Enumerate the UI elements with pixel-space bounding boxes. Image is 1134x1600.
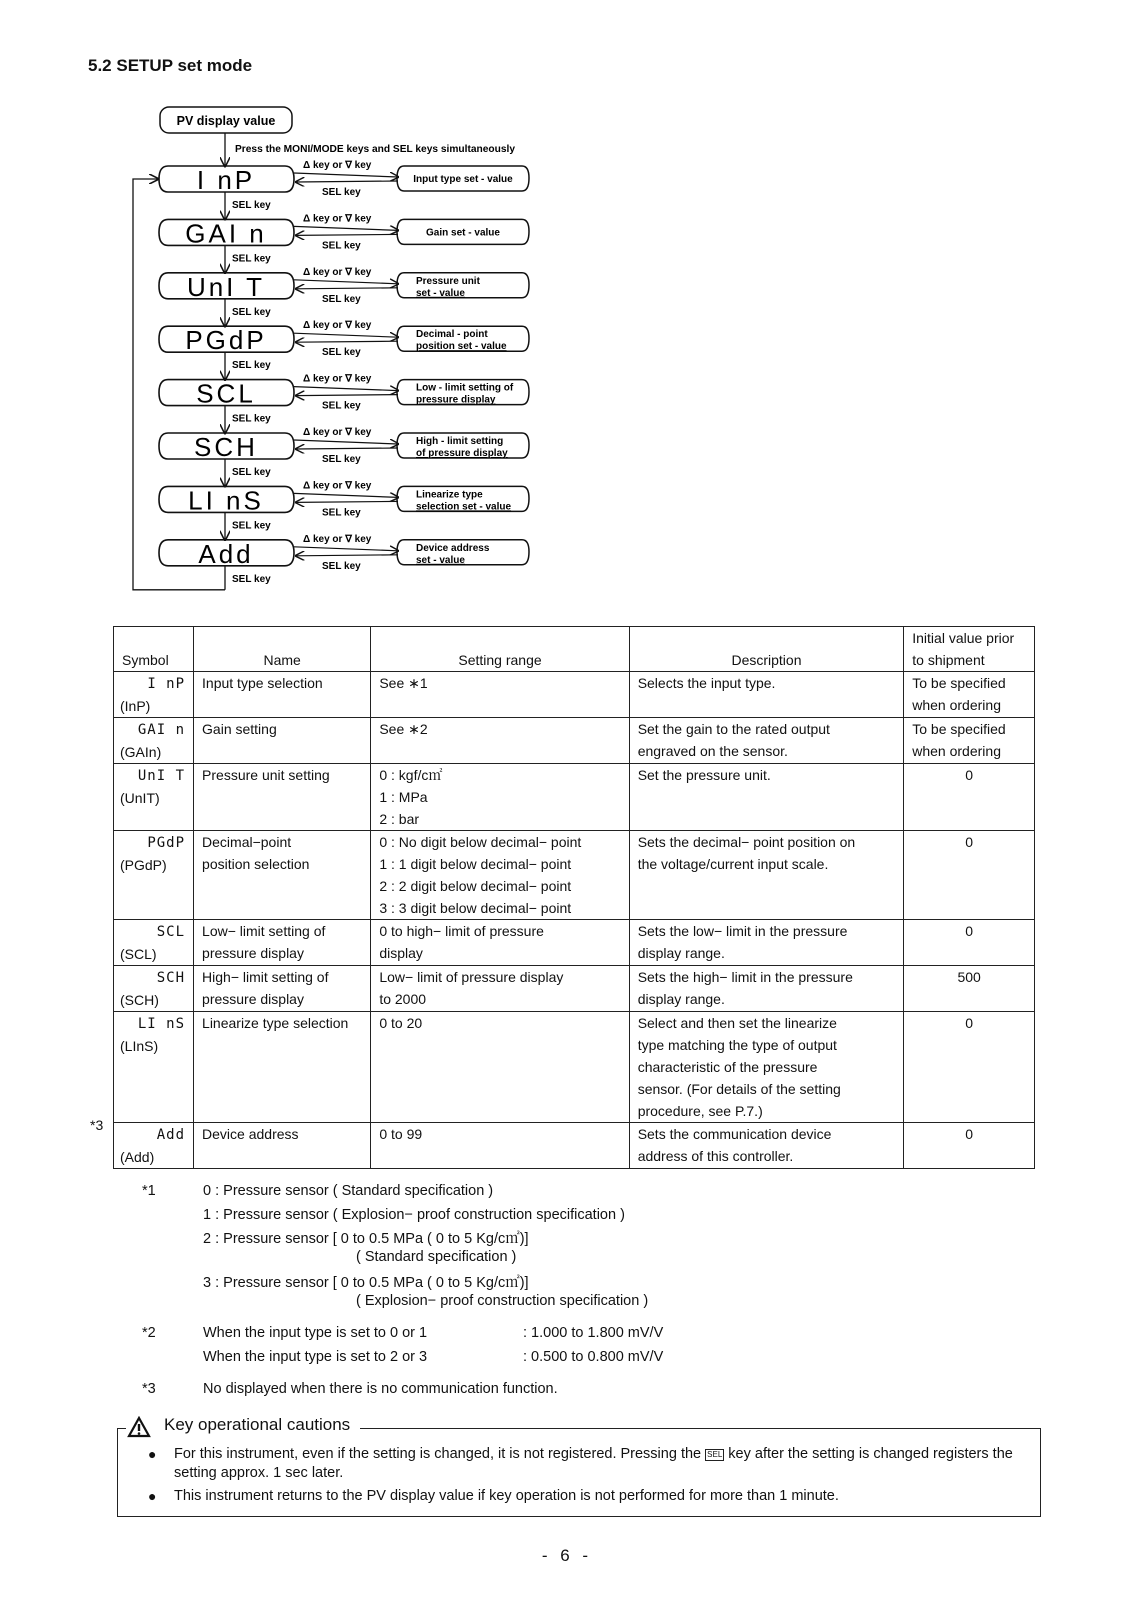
- sel-key-label: SEL key: [322, 293, 361, 305]
- header-initial-line2: to shipment: [912, 652, 985, 668]
- cell-line: 0 to 99: [379, 1126, 423, 1142]
- to-value-arrow: [294, 493, 398, 497]
- setup-parameter-table: [113, 626, 1035, 1169]
- segment-symbol: GAI n: [137, 722, 186, 738]
- footnotes: [142, 1181, 663, 1405]
- cell-line: engraved on the sensor.: [637, 743, 788, 759]
- header-symbol: Symbol: [114, 627, 194, 672]
- up-down-key-label: Δ key or ∇ key: [303, 213, 372, 225]
- footnote-1: [142, 1181, 663, 1311]
- range-cell: [371, 831, 629, 920]
- back-arrow: [296, 234, 398, 235]
- sel-key-label: SEL key: [232, 520, 271, 532]
- cell-line: High− limit setting of: [202, 969, 329, 985]
- range-cell: [371, 966, 629, 1012]
- cell-line: the voltage/current input scale.: [637, 856, 829, 872]
- to-value-arrow: [294, 387, 398, 391]
- header-initial-value: [904, 627, 1035, 672]
- footnote-1-line: ( Explosion− proof construction specification ): [356, 1293, 649, 1309]
- header-name: Name: [194, 627, 371, 672]
- symbol-cell: [114, 1012, 194, 1123]
- table-header-row: [114, 627, 1035, 672]
- to-value-arrow: [294, 226, 398, 230]
- value-label: of pressure display: [416, 448, 508, 459]
- sel-key-label: SEL key: [322, 454, 361, 465]
- cell-line: 0 : No digit below decimal− point: [379, 834, 582, 850]
- table-row: [114, 672, 1035, 718]
- cell-line: 0: [965, 1015, 974, 1031]
- display-symbol: SCL: [196, 378, 256, 409]
- initial-value-cell: [904, 1012, 1035, 1123]
- cell-line: Linearize type selection: [202, 1015, 349, 1031]
- description-cell: [629, 966, 904, 1012]
- segment-symbol: UnI T: [137, 768, 186, 784]
- cell-line: 0 : kgf/c㎡: [379, 767, 443, 783]
- sel-key-label: SEL key: [232, 467, 271, 478]
- cell-line: To be specified: [912, 675, 1006, 691]
- symbol-cell: [114, 831, 194, 920]
- display-symbol: I nP: [196, 165, 256, 195]
- initial-value-cell: [904, 1123, 1035, 1169]
- back-arrow: [296, 395, 398, 396]
- value-label: set - value: [416, 287, 465, 299]
- up-down-key-label: Δ key or ∇ key: [303, 427, 372, 438]
- flow-step: [159, 267, 529, 326]
- value-label: position set - value: [416, 341, 507, 353]
- value-label: Low - limit setting of: [416, 382, 514, 394]
- range-cell: [371, 920, 629, 966]
- cell-line: Sets the decimal− point position on: [637, 834, 856, 850]
- setup-flow-diagram: [0, 0, 1134, 610]
- flow-step: [159, 480, 529, 539]
- description-cell: [629, 920, 904, 966]
- display-symbol: PGdP: [185, 325, 267, 356]
- pv-display-text: PV display value: [176, 114, 276, 128]
- symbol-cell: [114, 718, 194, 764]
- display-symbol: Add: [198, 538, 254, 569]
- back-arrow: [296, 181, 398, 182]
- footnote-1-line: 1 : Pressure sensor ( Explosion− proof construction specification ): [203, 1207, 625, 1223]
- sel-key-label: SEL key: [232, 253, 271, 265]
- name-cell: [194, 764, 371, 831]
- up-down-key-label: Δ key or ∇ key: [303, 320, 372, 332]
- footnote-2-row: [203, 1347, 663, 1367]
- cell-line: 500: [957, 969, 981, 985]
- section-title: 5.2 SETUP set mode: [88, 56, 253, 75]
- sel-key-label: SEL key: [232, 306, 271, 318]
- sel-key-label: SEL key: [322, 507, 361, 519]
- footnote-2-mark: *2: [142, 1325, 156, 1341]
- display-symbol: UnI T: [186, 271, 266, 302]
- cell-line: position selection: [202, 856, 310, 872]
- name-cell: [194, 1012, 371, 1123]
- sel-key-label: SEL key: [322, 560, 361, 572]
- symbol-cell: [114, 764, 194, 831]
- cautions-title-text: Key operational cautions: [164, 1415, 351, 1434]
- value-label: Linearize type: [416, 489, 483, 501]
- name-cell: [194, 1123, 371, 1169]
- to-value-arrow: [294, 547, 398, 551]
- sel-key-label: SEL key: [232, 200, 271, 211]
- up-down-key-label: Δ key or ∇ key: [303, 266, 372, 278]
- footnote-2-value: : 1.000 to 1.800 mV/V: [523, 1325, 664, 1341]
- cell-line: when ordering: [912, 697, 1001, 713]
- cell-line: See ∗2: [379, 721, 428, 737]
- segment-symbol: SCH: [156, 970, 186, 986]
- initial-value-cell: [904, 966, 1035, 1012]
- footnote-2: [142, 1323, 663, 1367]
- footnote-3-mark: *3: [142, 1381, 156, 1397]
- to-value-arrow: [294, 280, 398, 284]
- flow-step: [159, 427, 529, 486]
- back-arrow: [296, 555, 398, 556]
- description-cell: [629, 764, 904, 831]
- symbol-code: (SCL): [120, 946, 157, 962]
- cautions-title: [126, 1415, 360, 1435]
- description-cell: [629, 831, 904, 920]
- footnote-2-condition: When the input type is set to 0 or 1: [203, 1325, 428, 1341]
- flow-step: [159, 213, 529, 272]
- row-footnote-mark: *3: [90, 1117, 104, 1133]
- cell-line: address of this controller.: [637, 1148, 794, 1164]
- back-arrow: [296, 341, 398, 342]
- table-row: [114, 764, 1035, 831]
- up-down-key-label: Δ key or ∇ key: [303, 533, 372, 545]
- description-cell: [629, 1123, 904, 1169]
- back-arrow: [296, 501, 398, 502]
- name-cell: [194, 920, 371, 966]
- value-label: pressure display: [416, 394, 496, 406]
- segment-symbol: SCL: [156, 924, 186, 940]
- flow-step: [159, 160, 529, 219]
- value-label: selection set - value: [416, 501, 512, 513]
- symbol-code: (PGdP): [120, 857, 167, 873]
- range-cell: [371, 1123, 629, 1169]
- cell-line: Decimal−point: [202, 834, 292, 850]
- header-description: Description: [629, 627, 904, 672]
- segment-symbol: Add: [156, 1127, 186, 1143]
- sel-key-icon: SEL: [707, 1450, 723, 1459]
- up-down-key-label: Δ key or ∇ key: [303, 160, 372, 171]
- initial-value-cell: [904, 831, 1035, 920]
- cell-line: 0: [965, 767, 974, 783]
- symbol-code: (LInS): [120, 1038, 159, 1054]
- cell-line: procedure, see P.7.): [637, 1103, 763, 1119]
- cell-line: 2 : bar: [379, 811, 420, 827]
- symbol-cell: [114, 672, 194, 718]
- flow-step: [159, 374, 529, 433]
- cell-line: Input type selection: [202, 675, 323, 691]
- caution-item-1-text-after: key after the setting is changed registers the setting approx. 1 sec later.: [174, 1446, 1013, 1481]
- cell-line: To be specified: [912, 721, 1006, 737]
- to-value-arrow: [294, 173, 398, 177]
- cell-line: 3 : 3 digit below decimal− point: [379, 900, 572, 916]
- value-label: Pressure unit: [416, 275, 480, 287]
- footnote-2-row: [203, 1323, 663, 1343]
- caution-item-2-text: This instrument returns to the PV display value if key operation is not performed for more than 1 minute.: [174, 1488, 839, 1504]
- header-initial-line1: Initial value prior: [912, 630, 1015, 646]
- sel-key-label: SEL key: [322, 187, 361, 198]
- cell-line: Pressure unit setting: [202, 767, 330, 783]
- flow-step: [159, 320, 529, 379]
- value-label: Device address: [416, 542, 490, 554]
- cell-line: 1 : 1 digit below decimal− point: [379, 856, 572, 872]
- name-cell: [194, 718, 371, 764]
- up-down-key-label: Δ key or ∇ key: [303, 373, 372, 385]
- display-symbol: GAI n: [185, 218, 267, 249]
- table-row: [114, 966, 1035, 1012]
- cell-line: 0: [965, 923, 974, 939]
- cell-line: Low− limit of pressure display: [379, 969, 564, 985]
- footnote-3-text: No displayed when there is no communication function.: [203, 1381, 558, 1397]
- value-label: High - limit setting: [416, 436, 504, 447]
- range-cell: [371, 1012, 629, 1123]
- value-label: Decimal - point: [416, 329, 488, 341]
- initial-value-cell: [904, 718, 1035, 764]
- symbol-cell: [114, 920, 194, 966]
- footnote-1-mark: *1: [142, 1183, 156, 1199]
- footnote-1-line: 3 : Pressure sensor [ 0 to 0.5 MPa ( 0 to 5 Kg/c㎡)]: [203, 1275, 529, 1291]
- footnote-2-value: : 0.500 to 0.800 mV/V: [523, 1349, 664, 1365]
- back-arrow: [296, 448, 398, 449]
- cell-line: Gain setting: [202, 721, 277, 737]
- warning-icon: [127, 1416, 151, 1438]
- sel-key-label: SEL key: [322, 400, 361, 412]
- footnote-1-line: 2 : Pressure sensor [ 0 to 0.5 MPa ( 0 to 5 Kg/c㎡)]: [203, 1231, 529, 1247]
- initial-value-cell: [904, 920, 1035, 966]
- sel-key-label: SEL key: [232, 573, 271, 585]
- cell-line: Set the pressure unit.: [637, 767, 771, 783]
- range-cell: [371, 672, 629, 718]
- cell-line: Device address: [202, 1126, 299, 1142]
- initial-value-cell: [904, 672, 1035, 718]
- symbol-cell: [114, 1123, 194, 1169]
- symbol-code: (GAIn): [120, 744, 162, 760]
- cell-line: 1 : MPa: [379, 789, 428, 805]
- cell-line: Set the gain to the rated output: [637, 721, 830, 737]
- cell-line: display range.: [637, 945, 725, 961]
- cell-line: 0 to 20: [379, 1015, 423, 1031]
- name-cell: [194, 672, 371, 718]
- caution-item-1-text: For this instrument, even if the setting is changed, it is not registered. Pressing the: [174, 1446, 702, 1462]
- caution-item: [148, 1445, 1020, 1483]
- symbol-code: (Add): [120, 1149, 155, 1165]
- symbol-code: (UnIT): [120, 790, 160, 806]
- segment-symbol: LI nS: [137, 1016, 186, 1032]
- value-label: set - value: [416, 554, 465, 566]
- footnote-3: [142, 1379, 663, 1399]
- description-cell: [629, 1012, 904, 1123]
- to-value-arrow: [294, 333, 398, 337]
- cell-line: 0: [965, 1126, 974, 1142]
- cell-line: pressure display: [202, 991, 304, 1007]
- value-label: Gain set - value: [426, 227, 500, 239]
- cell-line: Sets the communication device: [637, 1126, 832, 1142]
- flow-step: [159, 534, 529, 590]
- to-value-arrow: [294, 440, 398, 444]
- name-cell: [194, 966, 371, 1012]
- cell-line: characteristic of the pressure: [637, 1059, 818, 1075]
- range-cell: [371, 718, 629, 764]
- cell-line: pressure display: [202, 945, 304, 961]
- initial-value-cell: [904, 764, 1035, 831]
- range-cell: [371, 764, 629, 831]
- cell-line: Low− limit setting of: [202, 923, 326, 939]
- caution-item: [148, 1487, 1020, 1506]
- table-row: [114, 831, 1035, 920]
- cell-line: Sets the high− limit in the pressure: [637, 969, 853, 985]
- symbol-code: (InP): [120, 698, 151, 714]
- cell-line: 2 : 2 digit below decimal− point: [379, 878, 572, 894]
- sel-key-label: SEL key: [232, 413, 271, 425]
- cell-line: to 2000: [379, 991, 427, 1007]
- back-arrow: [296, 288, 398, 289]
- footnote-1-line: ( Standard specification ): [356, 1249, 517, 1265]
- footnote-2-condition: When the input type is set to 2 or 3: [203, 1349, 428, 1365]
- sel-key-label: SEL key: [322, 240, 361, 252]
- description-cell: [629, 718, 904, 764]
- cell-line: Select and then set the linearize: [637, 1015, 837, 1031]
- cell-line: sensor. (For details of the setting: [637, 1081, 841, 1097]
- cell-line: when ordering: [912, 743, 1001, 759]
- name-cell: [194, 831, 371, 920]
- symbol-cell: [114, 966, 194, 1012]
- sel-key-label: SEL key: [232, 360, 271, 372]
- display-symbol: SCH: [194, 432, 258, 462]
- cell-line: type matching the type of output: [637, 1037, 837, 1053]
- key-cautions-box: [117, 1428, 1041, 1517]
- page-number: - 6 -: [541, 1546, 593, 1565]
- footnote-1-line: 0 : Pressure sensor ( Standard specification ): [203, 1183, 494, 1199]
- value-label: Input type set - value: [413, 174, 513, 185]
- display-symbol: LI nS: [188, 485, 264, 516]
- cell-line: Selects the input type.: [637, 675, 776, 691]
- symbol-code: (SCH): [120, 992, 159, 1008]
- sel-key-label: SEL key: [322, 347, 361, 359]
- segment-symbol: PGdP: [147, 835, 186, 851]
- cell-line: display range.: [637, 991, 725, 1007]
- segment-symbol: I nP: [147, 676, 186, 692]
- cell-line: See ∗1: [379, 675, 428, 691]
- header-setting-range: Setting range: [371, 627, 629, 672]
- cell-line: display: [379, 945, 423, 961]
- table-row: [114, 920, 1035, 966]
- press-instruction: Press the MONI/MODE keys and SEL keys simultaneously: [235, 144, 516, 155]
- up-down-key-label: Δ key or ∇ key: [303, 480, 372, 492]
- table-row: [114, 718, 1035, 764]
- cell-line: Sets the low− limit in the pressure: [637, 923, 848, 939]
- table-row: [114, 1012, 1035, 1123]
- cell-line: 0 to high− limit of pressure: [379, 923, 544, 939]
- cell-line: 0: [965, 834, 974, 850]
- table-row: [114, 1123, 1035, 1169]
- description-cell: [629, 672, 904, 718]
